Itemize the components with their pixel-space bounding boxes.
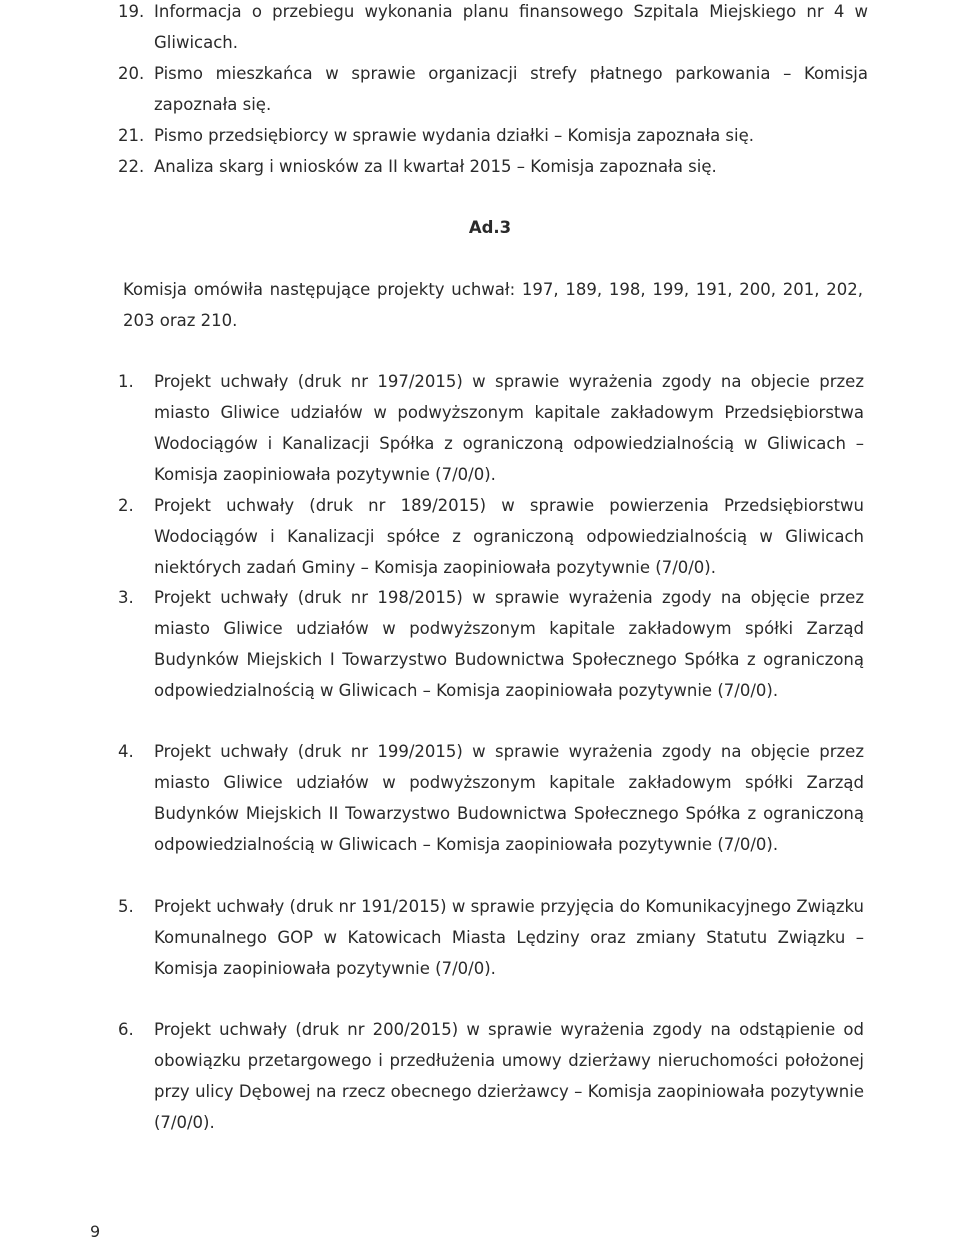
list-item — [118, 366, 864, 490]
list-item-number: 5. — [118, 897, 134, 916]
list-item — [118, 151, 868, 182]
list-item-number: 21. — [118, 126, 145, 145]
list-item-text: Analiza skarg i wniosków za II kwartał 2015 – Komisja zapoznała się. — [154, 157, 717, 176]
list-item-text: Projekt uchwały (druk nr 189/2015) w sprawie powierzenia Przedsiębiorstwu Wodociągów i Kanalizacji spółce z ograniczoną odpowiedzialnością w Gliwicach niektórych zadań Gminy – Komisja zaopiniowała pozytywnie (7/0/0). — [154, 496, 864, 577]
list-item-text: Pismo przedsiębiorcy w sprawie wydania działki – Komisja zapoznała się. — [154, 126, 755, 145]
list-item-number: 4. — [118, 742, 134, 761]
list-item — [118, 490, 864, 583]
list-item — [118, 1014, 864, 1138]
list-item-text: Projekt uchwały (druk nr 199/2015) w sprawie wyrażenia zgody na objęcie przez miasto Gliwice udziałów w podwyższonym kapitale zakładowym spółki Zarząd Budynków Miejskich II Towarzystwo Budownictwa Społecznego Spółka z ograniczoną odpowiedzialnością w Gliwicach – Komisja zaopiniowała pozytywnie (7/0/0). — [154, 742, 864, 854]
list-item-number: 22. — [118, 157, 145, 176]
list-item — [118, 58, 868, 120]
list-item — [118, 120, 868, 151]
list-item-number: 19. — [118, 2, 145, 21]
page-number: 9 — [90, 1222, 101, 1241]
list-item-text: Projekt uchwały (druk nr 198/2015) w sprawie wyrażenia zgody na objęcie przez miasto Gliwice udziałów w podwyższonym kapitale zakładowym spółki Zarząd Budynków Miejskich I Towarzystwo Budownictwa Społecznego Spółka z ograniczoną odpowiedzialnością w Gliwicach – Komisja zaopiniowała pozytywnie (7/0/0). — [154, 588, 864, 700]
list-item-text: Pismo mieszkańca w sprawie organizacji strefy płatnego parkowania – Komisja zapoznała się. — [154, 64, 868, 114]
list-item-number: 1. — [118, 372, 134, 391]
list-item-number: 20. — [118, 64, 145, 83]
list-item-number: 2. — [118, 496, 134, 515]
list-item — [118, 891, 864, 984]
list-item-text: Informacja o przebiegu wykonania planu finansowego Szpitala Miejskiego nr 4 w Gliwicach. — [154, 2, 868, 52]
list-item — [118, 736, 864, 860]
list-item-number: 6. — [118, 1020, 134, 1039]
list-item — [118, 582, 864, 706]
list-item-text: Projekt uchwały (druk nr 197/2015) w sprawie wyrażenia zgody na objecie przez miasto Gliwice udziałów w podwyższonym kapitale zakładowym Przedsiębiorstwa Wodociągów i Kanalizacji Spółka z ograniczoną odpowiedzialnością w Gliwicach – Komisja zaopiniowała pozytywnie (7/0/0). — [154, 372, 864, 484]
list-item-text: Projekt uchwały (druk nr 191/2015) w sprawie przyjęcia do Komunikacyjnego Związku Komunalnego GOP w Katowicach Miasta Lędziny oraz zmiany Statutu Związku – Komisja zaopiniowała pozytywnie (7/0/0). — [154, 897, 864, 978]
list-item-text: Projekt uchwały (druk nr 200/2015) w sprawie wyrażenia zgody na odstąpienie od obowiązku przetargowego i przedłużenia umowy dzierżawy nieruchomości położonej przy ulicy Dębowej na rzecz obecnego dzierżawcy – Komisja zaopiniowała pozytywnie (7/0/0). — [154, 1020, 864, 1132]
list-item-number: 3. — [118, 588, 134, 607]
list-item — [118, 0, 868, 58]
section-heading: Ad.3 — [468, 218, 512, 237]
intro-paragraph: Komisja omówiła następujące projekty uchwał: 197, 189, 198, 199, 191, 200, 201, 202, 203 oraz 210. — [123, 280, 863, 330]
